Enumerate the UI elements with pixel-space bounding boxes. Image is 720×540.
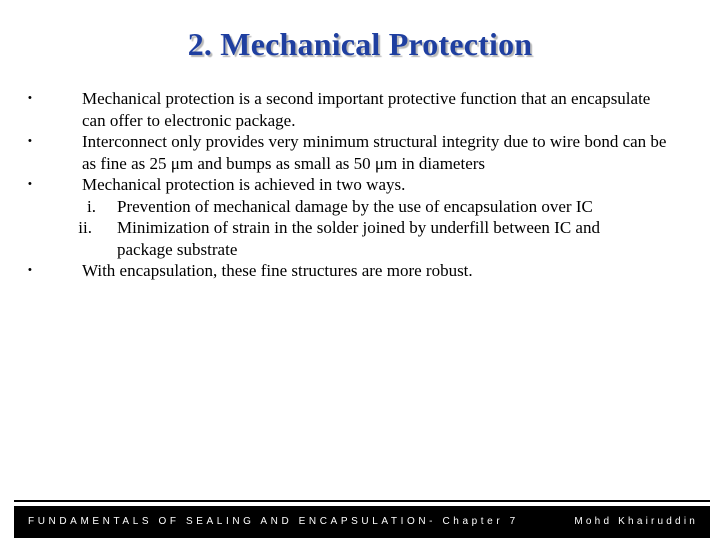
bullet-item: [0, 131, 720, 174]
sub-item-number: ii.: [78, 218, 92, 237]
bullet-marker: •: [28, 264, 32, 276]
bullet-item: [0, 174, 720, 260]
bullet-item: [0, 88, 720, 131]
sub-item: [0, 196, 720, 218]
bullet-marker: •: [28, 92, 32, 104]
bullet-marker: •: [28, 178, 32, 190]
bullet-text: Mechanical protection is achieved in two ways.: [82, 175, 406, 194]
footer-divider: [14, 500, 710, 502]
sub-item: [0, 217, 720, 260]
bullet-text: Mechanical protection is a second important protective function that an encapsulate can offer to electronic package.: [82, 89, 651, 130]
bullet-item: [0, 260, 720, 282]
bullet-text: Interconnect only provides very minimum structural integrity due to wire bond can be as fine as 25 μm and bumps as small as 50 μm in diameters: [82, 132, 667, 173]
sub-item-text: Minimization of strain in the solder joined by underfill between IC and package substrate: [117, 218, 600, 259]
sub-item-number: i.: [87, 196, 96, 216]
footer-course-title: FUNDAMENTALS OF SEALING AND ENCAPSULATION- Chapter 7: [28, 516, 519, 527]
bullet-text: With encapsulation, these fine structures are more robust.: [82, 261, 473, 280]
footer-author: Mohd Khairuddin: [574, 516, 698, 527]
sub-item-text: Prevention of mechanical damage by the use of encapsulation over IC: [117, 196, 593, 216]
slide-title: 2. Mechanical Protection: [187, 26, 533, 62]
bullet-marker: •: [28, 135, 32, 147]
bullet-list: [0, 88, 720, 282]
